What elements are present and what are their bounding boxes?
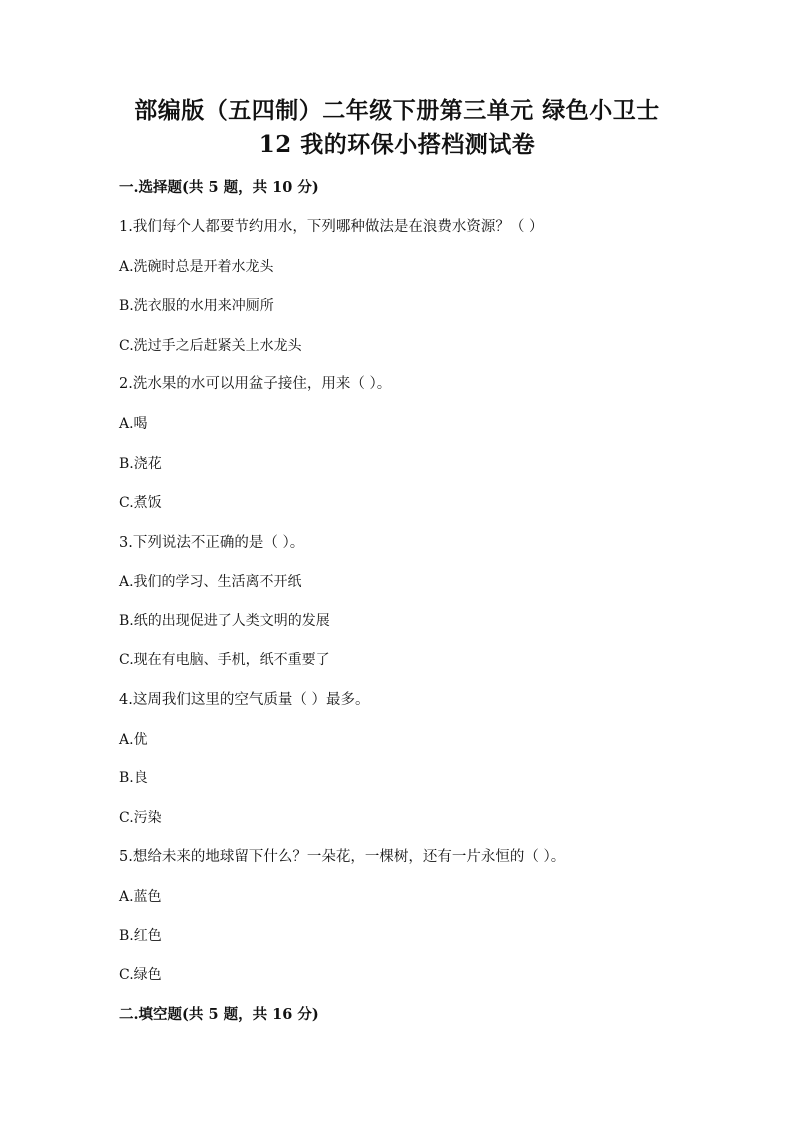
question-4-option-b: B.良 <box>119 770 148 786</box>
question-1-option-c: C.洗过手之后赶紧关上水龙头 <box>119 338 302 354</box>
question-2-option-c: C.煮饭 <box>119 495 162 511</box>
section-heading-fill-in-blank: 二.填空题(共 5 题，共 16 分) <box>119 1006 319 1023</box>
question-2-stem: 2.洗水果的水可以用盆子接住，用来（ ）。 <box>119 376 392 392</box>
question-3-option-c: C.现在有电脑、手机，纸不重要了 <box>119 652 330 668</box>
question-4-stem: 4.这周我们这里的空气质量（ ）最多。 <box>119 692 370 708</box>
page-title-line-2: 12 我的环保小搭档测试卷 <box>258 131 536 158</box>
question-5-option-c: C.绿色 <box>119 967 162 983</box>
question-3-option-b: B.纸的出现促进了人类文明的发展 <box>119 613 330 629</box>
question-1-option-b: B.洗衣服的水用来冲厕所 <box>119 298 274 314</box>
question-2-option-b: B.浇花 <box>119 456 162 472</box>
section-heading-multiple-choice: 一.选择题(共 5 题，共 10 分) <box>119 179 319 196</box>
question-3-stem: 3.下列说法不正确的是（ ）。 <box>119 535 305 551</box>
question-2-option-a: A.喝 <box>119 416 148 432</box>
question-5-option-b: B.红色 <box>119 928 162 944</box>
question-4-option-c: C.污染 <box>119 810 162 826</box>
page-title-line-1: 部编版（五四制）二年级下册第三单元 绿色小卫士 <box>134 97 660 124</box>
question-5-option-a: A.蓝色 <box>119 889 162 905</box>
question-4-option-a: A.优 <box>119 732 148 748</box>
question-5-stem: 5.想给未来的地球留下什么？一朵花，一棵树，还有一片永恒的（ ）。 <box>119 849 566 865</box>
question-3-option-a: A.我们的学习、生活离不开纸 <box>119 574 302 590</box>
question-1-stem: 1.我们每个人都要节约用水，下列哪种做法是在浪费水资源？（ ） <box>119 219 544 235</box>
question-1-option-a: A.洗碗时总是开着水龙头 <box>119 259 274 275</box>
